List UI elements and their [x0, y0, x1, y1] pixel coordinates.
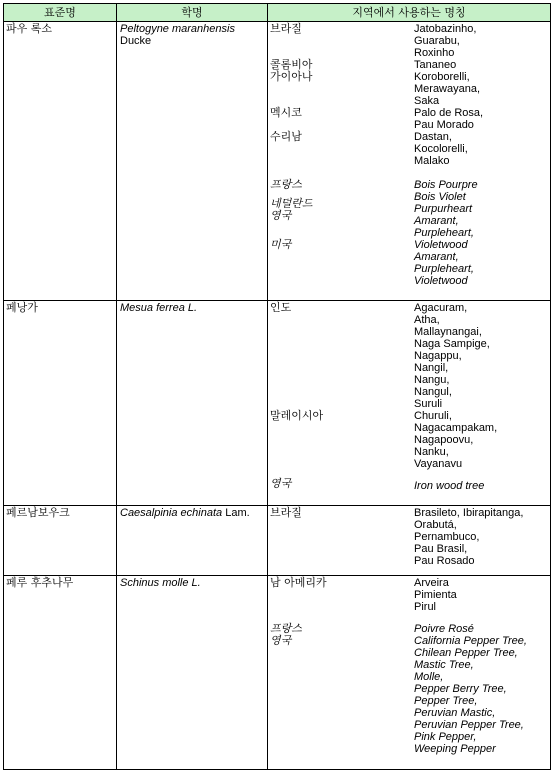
list-item: Tananeo	[414, 59, 457, 71]
list-item: Mallaynangai,	[414, 326, 482, 338]
list-item: Arveira	[414, 577, 449, 589]
country-label: 프랑스 네덜란드 영국	[270, 178, 313, 222]
header-local-names: 지역에서 사용하는 명칭	[268, 4, 551, 22]
list-item: Koroborelli,	[414, 71, 470, 83]
scientific-name-italic: Peltogyne maranhensis	[120, 23, 235, 35]
list-item: Pau Morado	[414, 119, 474, 131]
list-item: Nagapoovu,	[414, 434, 474, 446]
list-item: Poivre Rosé	[414, 623, 474, 635]
scientific-name-cell	[117, 506, 268, 576]
name-list	[414, 577, 548, 613]
table-row	[4, 22, 551, 301]
header-scientific-name: 학명	[117, 4, 268, 22]
scientific-name-italic: Caesalpinia echinata	[120, 507, 223, 519]
list-item: Malako	[414, 155, 450, 167]
list-item: Peruvian Mastic,	[414, 707, 496, 719]
name-list	[414, 107, 548, 131]
country-group	[270, 131, 548, 167]
list-item: Guarabu,	[414, 35, 460, 47]
table-row	[4, 506, 551, 576]
list-item: Dastan,	[414, 131, 452, 143]
list-item: Bois Pourpre	[414, 179, 478, 191]
list-item: Molle,	[414, 671, 444, 683]
country-group	[270, 410, 548, 470]
name-list	[414, 410, 548, 470]
list-item: Suruli	[414, 398, 443, 410]
list-item: Bois Violet	[414, 191, 466, 203]
country-group	[270, 59, 548, 107]
country-label: 멕시코	[270, 106, 302, 119]
list-item: Jatobazinho,	[414, 23, 477, 35]
name-list	[414, 59, 548, 107]
list-item: Pepper Berry Tree,	[414, 683, 507, 695]
name-list	[414, 302, 548, 410]
country-label: 수리남	[270, 130, 302, 143]
local-names-cell	[268, 576, 551, 770]
name-list	[414, 131, 548, 167]
list-item: Purpurheart	[414, 203, 473, 215]
name-list	[414, 251, 548, 287]
list-item: Peruvian Pepper Tree,	[414, 719, 524, 731]
list-item: Nangul,	[414, 386, 452, 398]
scientific-name-cell	[117, 576, 268, 770]
list-item: Nagacampakam,	[414, 422, 498, 434]
list-item: Brasileto, Ibirapitanga,	[414, 507, 524, 519]
list-item: Amarant,	[414, 251, 459, 263]
scientific-name-italic: Mesua ferrea L.	[120, 302, 198, 314]
table-header-row	[4, 4, 551, 22]
country-group	[270, 507, 548, 567]
list-item: Nanku,	[414, 446, 449, 458]
local-names-cell	[268, 22, 551, 301]
list-item: Nangil,	[414, 362, 449, 374]
list-item: Pirul	[414, 601, 437, 613]
country-group	[270, 302, 548, 410]
local-names-cell	[268, 301, 551, 506]
standard-name-cell: 페낭가	[4, 301, 117, 506]
list-item: Violetwood	[414, 275, 468, 287]
name-list	[414, 23, 548, 59]
list-item: Mastic Tree,	[414, 659, 474, 671]
list-item: Purpleheart,	[414, 263, 474, 275]
list-item: Chilean Pepper Tree,	[414, 647, 518, 659]
scientific-name-authority: Ducke	[120, 35, 152, 47]
name-list	[414, 623, 548, 755]
list-item: Kocolorelli,	[414, 143, 468, 155]
country-group	[270, 623, 548, 755]
name-list	[414, 179, 548, 251]
standard-name-cell: 페르남보우크	[4, 506, 117, 576]
scientific-name-italic: Schinus molle L.	[120, 577, 201, 589]
header-standard-name: 표준명	[4, 4, 117, 22]
country-label: 영국	[270, 477, 292, 490]
list-item: Churuli,	[414, 410, 452, 422]
list-item: Saka	[414, 95, 440, 107]
scientific-name-cell	[117, 301, 268, 506]
list-item: Pink Pepper,	[414, 731, 477, 743]
list-item: Nangu,	[414, 374, 450, 386]
list-item: Nagappu,	[414, 350, 462, 362]
country-group	[270, 478, 548, 492]
country-label: 프랑스 영국	[270, 622, 302, 647]
list-item: Pau Rosado	[414, 555, 475, 567]
list-item: Palo de Rosa,	[414, 107, 484, 119]
local-names-cell	[268, 506, 551, 576]
country-group	[270, 107, 548, 131]
name-list	[414, 480, 548, 492]
list-item: Iron wood tree	[414, 480, 485, 492]
list-item: Pernambuco,	[414, 531, 480, 543]
country-label: 미국	[270, 238, 292, 251]
scientific-name-cell	[117, 22, 268, 301]
country-label: 말레이시아	[270, 409, 324, 422]
table-row	[4, 576, 551, 770]
country-group	[270, 577, 548, 613]
list-item: Atha,	[414, 314, 440, 326]
list-item: Purpleheart,	[414, 227, 474, 239]
list-item: Pimienta	[414, 589, 457, 601]
standard-name-cell: 파우 록소	[4, 22, 117, 301]
species-names-table	[3, 3, 551, 770]
country-label: 남 아메리카	[270, 576, 327, 589]
list-item: Vayanavu	[414, 458, 463, 470]
standard-name-cell: 페루 후추나무	[4, 576, 117, 770]
list-item: Amarant,	[414, 215, 459, 227]
list-item: Pepper Tree,	[414, 695, 478, 707]
name-list	[414, 507, 548, 567]
list-item: Weeping Pepper	[414, 743, 496, 755]
list-item: Violetwood	[414, 239, 468, 251]
table-row	[4, 301, 551, 506]
list-item: Pau Brasil,	[414, 543, 468, 555]
country-label: 브라질	[270, 22, 302, 35]
country-label: 콜롬비아 가이아나	[270, 58, 313, 83]
scientific-name-authority: Lam.	[225, 507, 250, 519]
country-label: 브라질	[270, 506, 302, 519]
list-item: Agacuram,	[414, 302, 468, 314]
country-label: 인도	[270, 301, 292, 314]
list-item: Roxinho	[414, 47, 455, 59]
list-item: California Pepper Tree,	[414, 635, 527, 647]
list-item: Orabutá,	[414, 519, 457, 531]
country-group	[270, 23, 548, 59]
list-item: Naga Sampige,	[414, 338, 490, 350]
list-item: Merawayana,	[414, 83, 481, 95]
